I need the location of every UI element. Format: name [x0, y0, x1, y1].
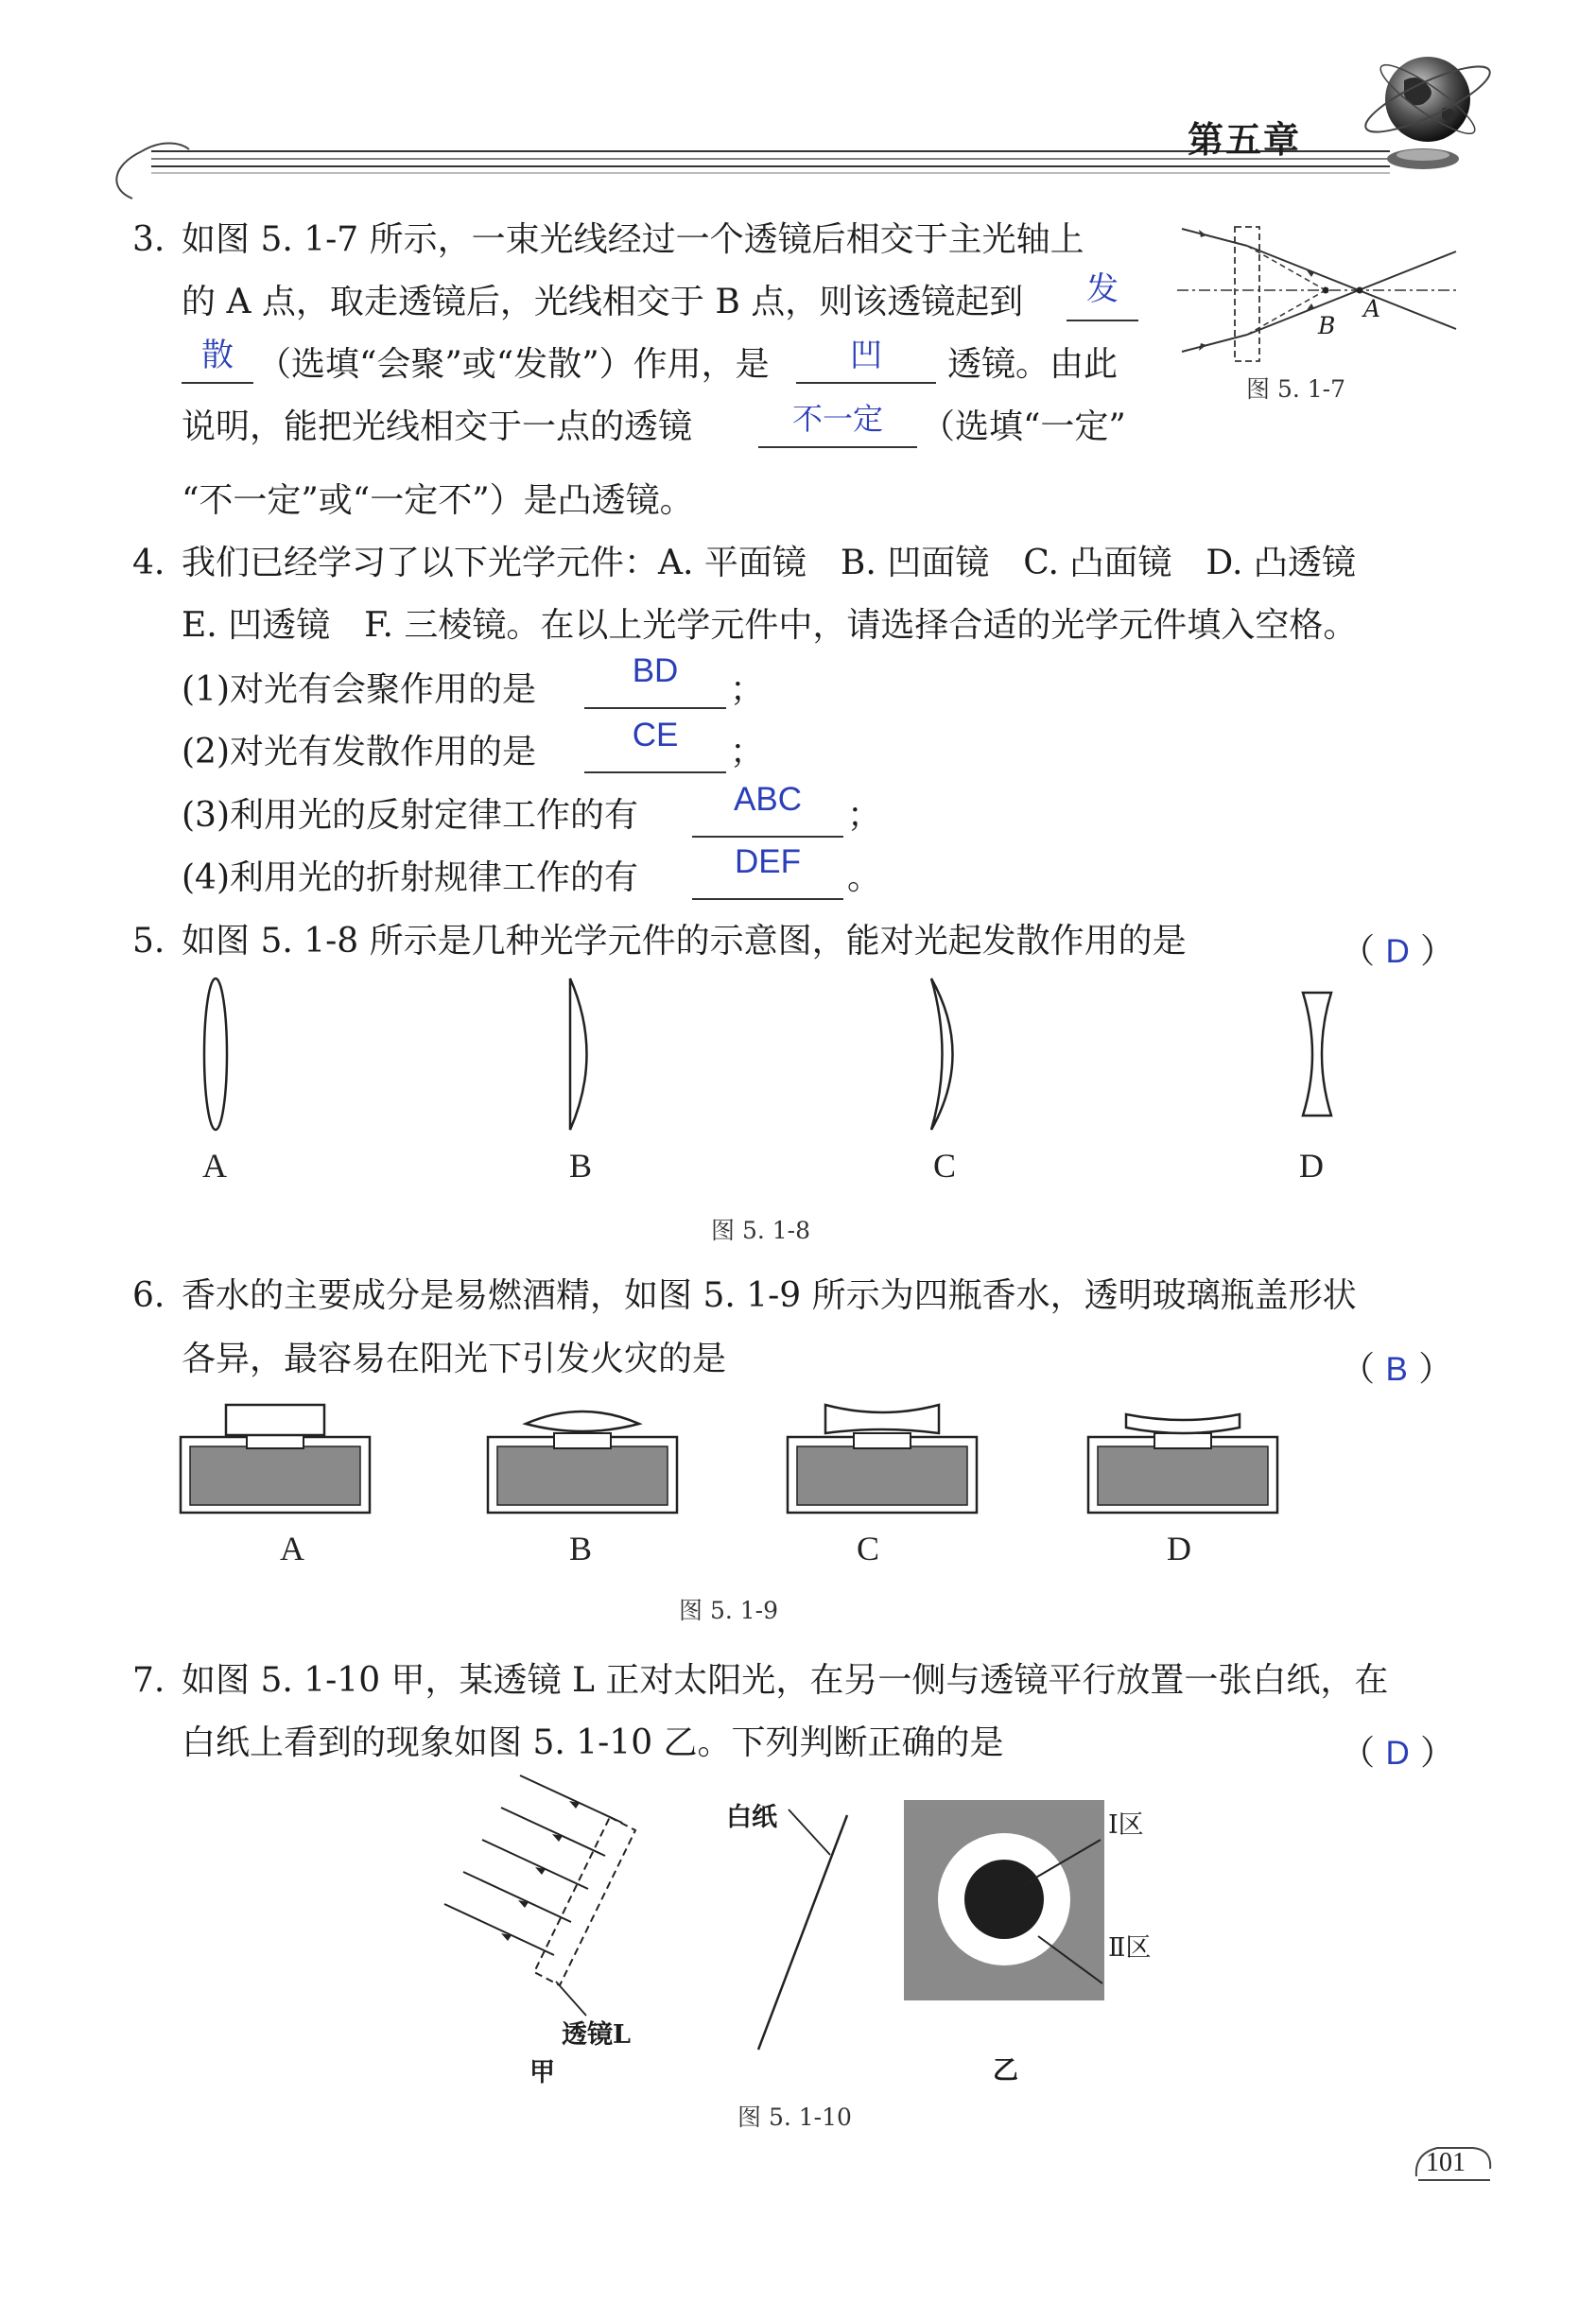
q4-item-4-answer: DEF: [735, 843, 801, 880]
fig-5-1-7-caption: 图 5. 1-7: [1246, 375, 1346, 403]
fig-5-1-9-label-d: D: [1167, 1530, 1191, 1567]
q4-item-2-blank: [584, 717, 726, 773]
q6-number: 6.: [132, 1276, 165, 1315]
q3-number: 3.: [132, 220, 165, 259]
q6-answer: B: [1385, 1351, 1408, 1388]
fig-5-1-10-zone2-label: Ⅱ区: [1108, 1933, 1152, 1963]
q5-answer-paren: （ D ）: [1341, 932, 1455, 971]
fig-5-1-10-caption: 图 5. 1-10: [737, 2104, 852, 2131]
q3-blank-1a: [1067, 263, 1138, 321]
q3-blank-3: [758, 395, 917, 448]
q4-item-2-end: ；: [730, 733, 765, 771]
fig-5-1-9-caption: 图 5. 1-9: [679, 1597, 779, 1624]
q4-line2: E. 凹透镜 F. 三棱镜。在以上光学元件中，请选择合适的光学元件填入空格。: [182, 606, 1358, 645]
q3-line5: “不一定”或“一定不”）是凸透镜。: [182, 481, 694, 520]
q4-item-4-end: 。: [847, 858, 882, 897]
q4-item-4-blank: [692, 843, 843, 900]
q3-blank-2: [796, 329, 936, 384]
q3-line1: 如图 5. 1-7 所示，一束光线经过一个透镜后相交于主光轴上: [182, 220, 1084, 259]
q4-item-4-text: (4)利用光的折射规律工作的有: [182, 858, 638, 897]
q4-item-3-end: ；: [847, 796, 882, 835]
fig-5-1-10-yi: [900, 1794, 1127, 2012]
bottle-c-concave-cap: [788, 1405, 977, 1513]
q7-answer: D: [1385, 1735, 1410, 1772]
fig-5-1-10-lens-label: 透镜L: [562, 2020, 631, 2050]
optic-d-concave-lens: [1303, 993, 1331, 1116]
q4-item-1-end: ；: [730, 670, 765, 709]
optic-b-plano-convex-lens: [570, 978, 587, 1130]
q5-number: 5.: [132, 922, 165, 961]
q4-item-3-blank: [692, 781, 843, 838]
q4-item-1-blank: [584, 652, 726, 709]
fig-5-1-7-label-b: B: [1318, 312, 1336, 339]
q3-line3a: （选填“会聚”或“发散”）作用，是: [257, 345, 770, 384]
fig-5-1-8: [180, 974, 1362, 1134]
q3-line3b: 透镜。由此: [947, 345, 1119, 384]
q4-item-2-text: (2)对光有发散作用的是: [182, 733, 536, 771]
page-number: 101: [1426, 2148, 1466, 2177]
q5-answer: D: [1385, 933, 1410, 970]
q7-line2: 白纸上看到的现象如图 5. 1-10 乙。下列判断正确的是: [182, 1723, 1004, 1762]
q3-answer-3: 不一定: [791, 401, 883, 437]
fig-5-1-10-jia-label: 甲: [529, 2058, 555, 2087]
globe-icon: [1352, 43, 1503, 156]
optic-a-convex-lens: [204, 978, 227, 1130]
q3-blank-1b: [182, 329, 253, 384]
q4-item-1-text: (1)对光有会聚作用的是: [182, 670, 536, 709]
q7-number: 7.: [132, 1661, 165, 1700]
fig-5-1-10-zone1-label: Ⅰ区: [1108, 1810, 1144, 1840]
fig-5-1-9: [175, 1399, 1291, 1522]
q7-answer-paren: （ D ）: [1341, 1734, 1455, 1773]
q4-item-3-answer: ABC: [734, 781, 802, 818]
q7-line1: 如图 5. 1-10 甲，某透镜 L 正对太阳光，在另一侧与透镜平行放置一张白纸，在: [182, 1661, 1389, 1700]
fig-5-1-10-jia: [416, 1768, 662, 2023]
q4-item-1-answer: BD: [632, 652, 679, 689]
fig-5-1-8-caption: 图 5. 1-8: [711, 1217, 811, 1244]
q3-answer-1a: 发: [1086, 270, 1119, 308]
fig-5-1-8-label-b: B: [569, 1147, 593, 1185]
q3-line2: 的 A 点，取走透镜后，光线相交于 B 点，则该透镜起到: [182, 283, 1024, 321]
bottle-b-convex-cap: [488, 1411, 677, 1513]
q4-number: 4.: [132, 544, 165, 582]
q6-line2: 各异，最容易在阳光下引发火灾的是: [182, 1340, 727, 1378]
chapter-title: 第五章: [1188, 118, 1302, 161]
fig-5-1-9-label-b: B: [569, 1530, 593, 1567]
q4-item-2-answer: CE: [632, 717, 679, 753]
fig-5-1-8-label-d: D: [1299, 1147, 1324, 1185]
fig-5-1-9-label-a: A: [280, 1530, 304, 1567]
fig-5-1-10-paper: [747, 1796, 879, 2061]
fig-5-1-10-paper-label: 白纸: [726, 1803, 777, 1832]
fig-5-1-7-label-a: A: [1363, 295, 1381, 322]
optic-c-meniscus: [931, 978, 953, 1130]
q6-line1: 香水的主要成分是易燃酒精，如图 5. 1-9 所示为四瓶香水，透明玻璃瓶盖形状: [182, 1276, 1357, 1315]
bottle-d-meniscus-cap: [1088, 1414, 1277, 1513]
fig-5-1-7: [1172, 217, 1466, 369]
fig-5-1-10-yi-label: 乙: [993, 2056, 1018, 2086]
fig-5-1-8-label-a: A: [202, 1147, 227, 1185]
q4-line1: 我们已经学习了以下光学元件：A. 平面镜 B. 凹面镜 C. 凸面镜 D. 凸透镜: [182, 544, 1356, 582]
q3-answer-2: 凹: [850, 337, 882, 374]
q4-item-3-text: (3)利用光的反射定律工作的有: [182, 796, 638, 835]
q3-line4a: 说明，能把光线相交于一点的透镜: [182, 407, 693, 446]
q6-answer-paren: （ B ）: [1341, 1350, 1453, 1389]
zone-1-dark-center: [964, 1860, 1044, 1939]
fig-5-1-9-label-c: C: [857, 1530, 880, 1567]
q5-text: 如图 5. 1-8 所示是几种光学元件的示意图，能对光起发散作用的是: [182, 922, 1187, 961]
bottle-a-flat-cap: [181, 1405, 370, 1513]
q3-answer-1b: 散: [201, 337, 234, 374]
q3-line4b: （选填“一定”: [921, 407, 1126, 446]
fig-5-1-8-label-c: C: [933, 1147, 957, 1185]
